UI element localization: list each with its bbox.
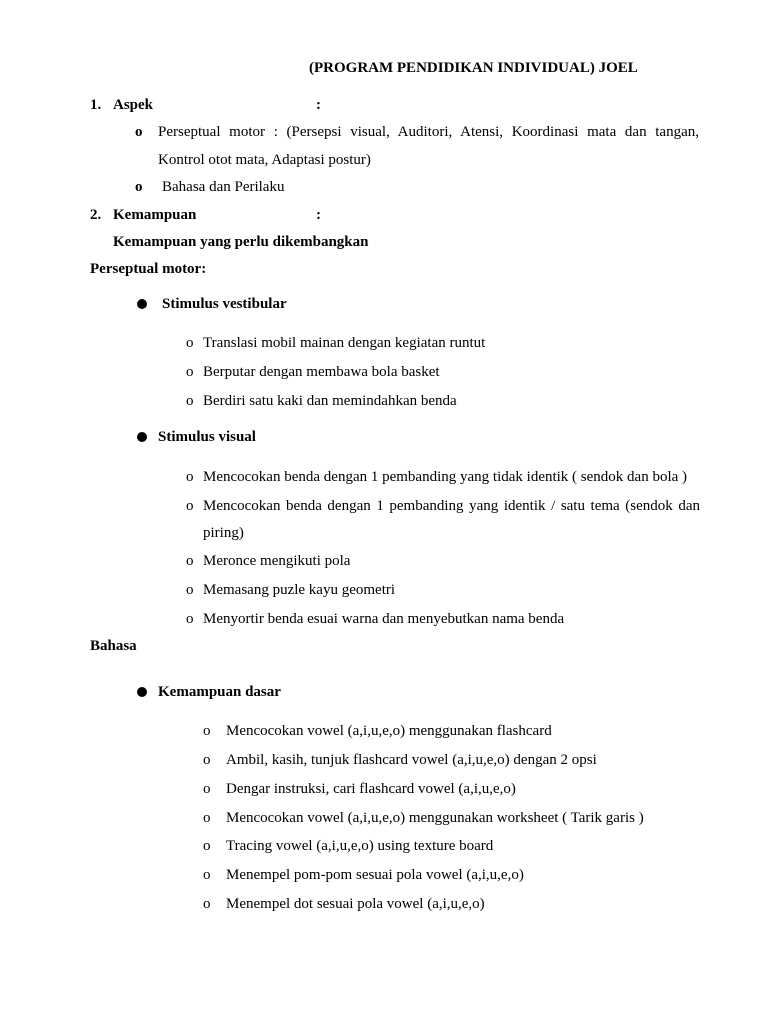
list-item: Meronce mengikuti pola [203,553,351,569]
list-item: Berputar dengan membawa bola basket [203,364,440,380]
list-item: Translasi mobil mainan dengan kegiatan runtut [203,335,486,351]
list-item: Dengar instruksi, cari flashcard vowel (a,i,u,e,o) [226,781,516,797]
list-marker-circle: o [186,469,194,485]
list-marker-circle: o [203,781,211,797]
list-marker-circle: o [186,498,194,514]
list-item: Menempel dot sesuai pola vowel (a,i,u,e,o) [226,896,485,912]
list-marker-circle: o [186,582,194,598]
list-item: Mencocokan vowel (a,i,u,e,o) menggunakan worksheet ( Tarik garis ) [226,810,644,826]
list-marker-circle: o [186,335,194,351]
list-marker-circle: o [203,810,211,826]
group-title-kemampuan-dasar: Kemampuan dasar [158,684,281,700]
list-item: Menyortir benda esuai warna dan menyebutkan nama benda [203,611,565,627]
list-marker-circle: o [135,179,143,195]
list-item: Memasang puzle kayu geometri [203,582,396,598]
list-item: Menempel pom-pom sesuai pola vowel (a,i,u,e,o) [226,867,524,883]
list-marker-circle: o [203,867,211,883]
list-marker-circle: o [203,896,211,912]
group-title-visual: Stimulus visual [158,429,256,445]
list-marker-circle: o [135,124,143,140]
aspect-item-perseptual-line1: Perseptual motor : (Persepsi visual, Auditori, Atensi, Koordinasi mata dan tangan, [158,124,699,140]
list-item: Mencocokan vowel (a,i,u,e,o) menggunakan flashcard [226,723,552,739]
section-2-colon: : [316,207,321,223]
perseptual-heading: Perseptual motor: [90,261,207,277]
list-marker-circle: o [203,723,211,739]
list-marker-circle: o [186,611,194,627]
list-marker-circle: o [186,364,194,380]
list-marker-circle: o [186,393,194,409]
document-title: (PROGRAM PENDIDIKAN INDIVIDUAL) JOEL [309,60,638,76]
aspect-item-perseptual-line2: Kontrol otot mata, Adaptasi postur) [158,152,371,168]
list-item: Tracing vowel (a,i,u,e,o) using texture board [226,838,494,854]
list-item: Berdiri satu kaki dan memindahkan benda [203,393,457,409]
list-item: Ambil, kasih, tunjuk flashcard vowel (a,i,u,e,o) dengan 2 opsi [226,752,597,768]
section-1-label: Aspek [113,97,154,113]
list-item: Mencocokan benda dengan 1 pembanding yang identik / satu tema (sendok dan [203,498,700,514]
bullet-dot [137,432,147,442]
list-marker-circle: o [203,752,211,768]
list-item-continuation: piring) [203,525,244,541]
list-marker-circle: o [203,838,211,854]
bullet-dot [137,687,147,697]
bahasa-heading: Bahasa [90,638,137,654]
section-2-subheading: Kemampuan yang perlu dikembangkan [113,234,369,250]
bullet-dot [137,299,147,309]
group-title-vestibular: Stimulus vestibular [162,296,287,312]
section-2-label: Kemampuan [113,207,197,223]
section-1-number: 1. [90,97,102,113]
aspect-item-bahasa: Bahasa dan Perilaku [162,179,285,195]
list-marker-circle: o [186,553,194,569]
section-1-colon: : [316,97,321,113]
section-2-number: 2. [90,207,102,223]
list-item: Mencocokan benda dengan 1 pembanding yang tidak identik ( sendok dan bola ) [203,469,688,485]
